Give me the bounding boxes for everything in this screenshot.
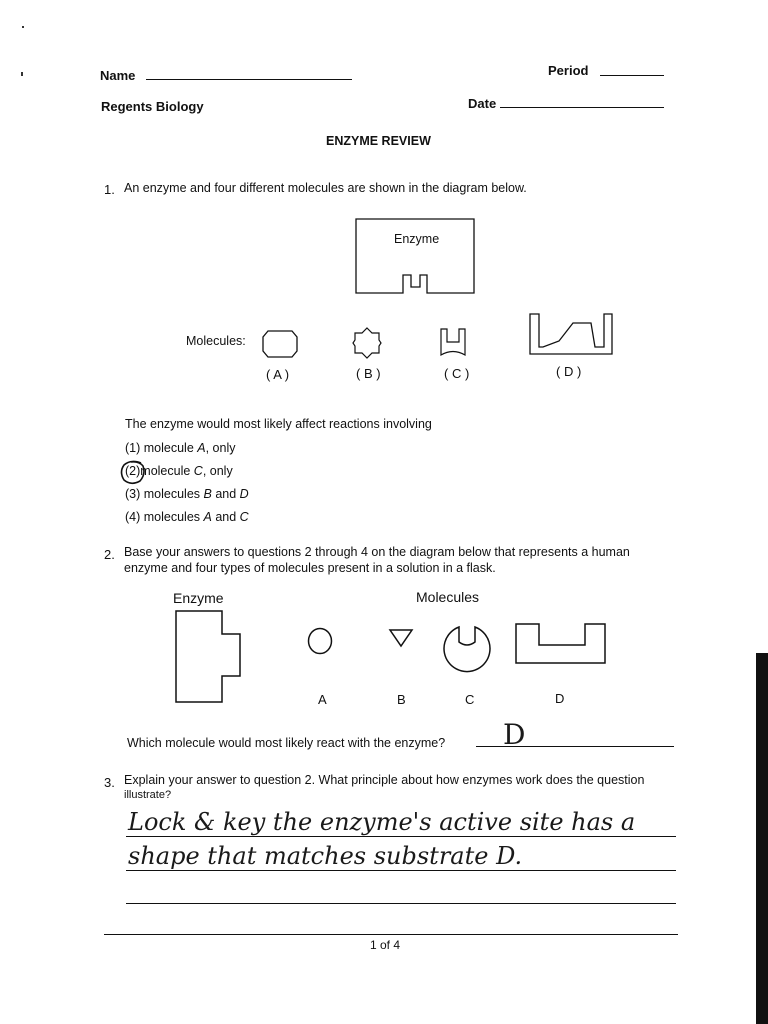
q2-letter-a: A [318, 692, 327, 707]
date-field[interactable] [500, 107, 664, 108]
q1-option-2[interactable]: (2)molecule C, only [125, 464, 233, 478]
q3-handwritten-line2: shape that matches substrate D. [128, 842, 523, 870]
q3-answer-line-2[interactable] [126, 870, 676, 871]
q2-number: 2. [104, 547, 115, 562]
q2-letter-b: B [397, 692, 406, 707]
q1-option-1[interactable]: (1) molecule A, only [125, 441, 236, 455]
scan-speck [21, 72, 23, 76]
course-label: Regents Biology [101, 99, 204, 114]
q2-letter-c: C [465, 692, 475, 707]
q2-enzyme-shape [175, 610, 243, 704]
q1-letter-a: ( A ) [266, 367, 290, 382]
q1-text: An enzyme and four different molecules are shown in the diagram below. [124, 181, 527, 195]
q1-molecules-label: Molecules: [186, 334, 246, 348]
q3-answer-line-3[interactable] [126, 903, 676, 904]
q1-number: 1. [104, 182, 115, 197]
q1-molecule-a-shape [262, 330, 298, 358]
q2-molecule-d-shape [515, 623, 607, 665]
name-field[interactable] [146, 79, 352, 80]
period-field[interactable] [600, 75, 664, 76]
scan-shadow-edge [756, 653, 768, 1024]
q1-letter-c: ( C ) [444, 366, 470, 381]
q1-molecule-c-shape [440, 328, 466, 356]
q1-enzyme-diagram [355, 218, 475, 296]
q2-enzyme-label: Enzyme [173, 590, 224, 606]
q3-handwritten-line1: Lock & key the enzyme's active site has a [128, 808, 636, 836]
q3-answer-line-1[interactable] [126, 836, 676, 837]
q1-stem: The enzyme would most likely affect reactions involving [125, 417, 432, 431]
q2-question: Which molecule would most likely react with the enzyme? [127, 736, 446, 750]
q3-text-line1: Explain your answer to question 2. What principle about how enzymes work does the question [124, 773, 645, 787]
period-label: Period [548, 63, 589, 78]
q2-molecule-c-shape [441, 624, 493, 676]
answer-circle-mark [119, 460, 147, 486]
q1-molecule-d-shape [529, 313, 613, 355]
q1-option-4[interactable]: (4) molecules A and C [125, 510, 249, 524]
q1-option-3[interactable]: (3) molecules B and D [125, 487, 249, 501]
q2-letter-d: D [555, 691, 565, 706]
name-label: Name [100, 68, 136, 83]
q2-text-line1: Base your answers to questions 2 through 4 on the diagram below that represents a human [124, 545, 630, 559]
q3-text-line2: illustrate? [124, 789, 172, 801]
q2-molecule-b-shape [388, 628, 414, 648]
q1-letter-b: ( B ) [356, 366, 381, 381]
page-title: ENZYME REVIEW [326, 134, 431, 148]
q2-molecules-label: Molecules [416, 589, 480, 605]
q2-text-line2: enzyme and four types of molecules present in a solution in a flask. [124, 561, 496, 575]
q3-number: 3. [104, 775, 115, 790]
page-number: 1 of 4 [370, 938, 401, 952]
footer-rule [104, 934, 678, 935]
q1-enzyme-label: Enzyme [394, 232, 440, 246]
q2-molecule-a-shape [307, 627, 333, 655]
q1-letter-d: ( D ) [556, 364, 582, 379]
date-label: Date [468, 96, 497, 111]
scan-speck [22, 26, 24, 28]
q2-handwritten-answer: D [503, 718, 526, 751]
q1-molecule-b-shape [352, 327, 382, 359]
